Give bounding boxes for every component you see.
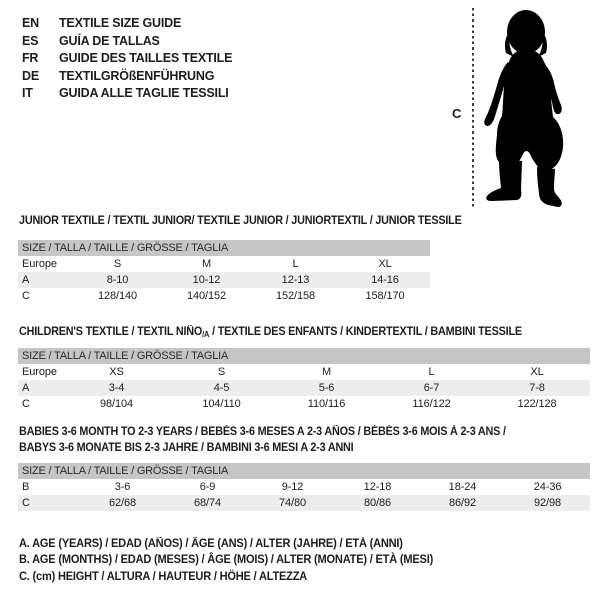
size-cell: 5-6 (274, 380, 379, 396)
row-label: Europe (22, 366, 57, 378)
size-cell: 104/110 (202, 398, 241, 410)
size-cell: XL (530, 366, 544, 378)
size-cell: 116/122 (412, 398, 451, 410)
table-row (18, 495, 590, 511)
babies-size-table (18, 463, 590, 511)
height-measure-dotted-line (472, 8, 474, 207)
row-label: C (22, 398, 30, 410)
table-row (18, 479, 590, 495)
junior-size-table (18, 240, 430, 304)
size-cell: 128/140 (97, 290, 138, 302)
babies-title-line1: BABIES 3-6 MONTH TO 2-3 YEARS / BEBÉS 3-6 MESES A 2-3 AÑOS / BÉBÉS 3-6 MOIS À 2-3 ANS / (19, 426, 506, 438)
row-label: A (18, 380, 64, 396)
language-title: GUÍA DE TALLAS (59, 33, 160, 48)
language-row (22, 68, 232, 86)
legend-notes (19, 536, 433, 585)
size-header-row (18, 463, 590, 479)
size-cell: 86/92 (420, 495, 505, 511)
size-header-label: SIZE / TALLA / TAILLE / GRÖSSE / TAGLIA (18, 463, 590, 479)
size-cell: 152/158 (275, 290, 316, 302)
size-header-label: SIZE / TALLA / TAILLE / GRÖSSE / TAGLIA (18, 240, 430, 256)
size-cell: S (217, 366, 226, 378)
size-cell: 12-18 (363, 481, 392, 493)
children-title-sub: /A (202, 330, 210, 339)
table-row (18, 272, 430, 288)
size-cell: M (321, 366, 332, 378)
size-cell: 9-12 (281, 481, 304, 493)
size-cell: XL (378, 258, 392, 270)
size-cell: 122/128 (517, 398, 557, 410)
size-cell: 6-9 (199, 481, 216, 493)
language-row (22, 15, 232, 33)
row-label: B (22, 481, 30, 493)
table-row (18, 288, 430, 304)
children-title-pre: CHILDREN'S TEXTILE / TEXTIL NIÑO (19, 326, 203, 338)
language-row (22, 50, 232, 68)
size-cell: 12-13 (251, 272, 340, 288)
size-header-label: SIZE / TALLA / TAILLE / GRÖSSE / TAGLIA (18, 348, 590, 364)
size-header-row (18, 348, 590, 364)
size-cell: 74/80 (250, 495, 335, 511)
language-title: TEXTILE SIZE GUIDE (59, 16, 182, 30)
size-cell: L (428, 366, 435, 378)
size-cell: 92/98 (505, 495, 590, 511)
babies-title-line2: BABYS 3-6 MONATE BIS 2-3 JAHRE / BAMBINI 3-6 MESI A 2-3 ANNI (19, 442, 354, 454)
table-row (18, 396, 590, 412)
language-code: DE (22, 68, 39, 83)
language-title: GUIDE DES TAILLES TEXTILE (59, 51, 233, 65)
size-cell: L (292, 258, 299, 270)
table-row (18, 256, 430, 272)
size-cell: 158/170 (365, 290, 405, 302)
size-cell: 110/116 (307, 398, 346, 410)
size-cell: 18-24 (448, 481, 477, 493)
children-table-title (19, 326, 522, 339)
language-title: GUIDA ALLE TAGLIE TESSILI (59, 86, 229, 100)
size-cell: S (113, 258, 122, 270)
size-cell: 4-5 (169, 380, 274, 396)
table-row (18, 380, 590, 396)
language-code: EN (22, 16, 39, 30)
size-header-row (18, 240, 430, 256)
size-cell: 3-6 (114, 481, 131, 493)
language-list (22, 15, 232, 103)
size-cell: M (201, 258, 212, 270)
size-cell: 8-10 (73, 272, 162, 288)
children-size-table (18, 348, 590, 412)
size-cell: 24-36 (533, 481, 562, 493)
row-label: C (18, 495, 80, 511)
children-title-post: / TEXTILE DES ENFANTS / KINDERTEXTIL / BAMBINI TESSILE (209, 326, 522, 338)
language-code: IT (22, 86, 33, 100)
size-cell: 98/104 (99, 398, 134, 410)
language-row (22, 33, 232, 51)
row-label: Europe (22, 258, 57, 270)
size-cell: 14-16 (340, 272, 430, 288)
table-row (18, 364, 590, 380)
note-age-months: B. AGE (MONTHS) / EDAD (MESES) / ÂGE (MOIS) / ALTER (MONATE) / ETÀ (MESI) (19, 554, 434, 567)
language-title: TEXTILGRÖßENFÜHRUNG (59, 68, 215, 83)
size-cell: 68/74 (165, 495, 250, 511)
size-cell: 3-4 (64, 380, 169, 396)
row-label: A (18, 272, 73, 288)
size-cell: 10-12 (162, 272, 251, 288)
junior-table-title: JUNIOR TEXTILE / TEXTIL JUNIOR/ TEXTILE JUNIOR / JUNIORTEXTIL / JUNIOR TESSILE (19, 215, 462, 227)
size-cell: 80/86 (335, 495, 420, 511)
size-cell: XS (109, 366, 124, 378)
language-code: FR (22, 51, 39, 65)
note-age-years: A. AGE (YEARS) / EDAD (AÑOS) / ÂGE (ANS) / ALTER (JAHRE) / ETÀ (ANNI) (19, 538, 403, 550)
height-measure-label: C (452, 106, 462, 121)
size-cell: 6-7 (379, 380, 484, 396)
size-cell: 7-8 (484, 380, 590, 396)
language-row (22, 85, 232, 103)
baby-silhouette-image (481, 9, 565, 207)
size-cell: 62/68 (80, 495, 165, 511)
note-height-cm: C. (cm) HEIGHT / ALTURA / HAUTEUR / HÖHE / ALTEZZA (19, 570, 308, 583)
row-label: C (22, 290, 30, 302)
language-code: ES (22, 33, 39, 48)
size-cell: 140/152 (186, 290, 227, 302)
babies-table-title (19, 424, 506, 456)
